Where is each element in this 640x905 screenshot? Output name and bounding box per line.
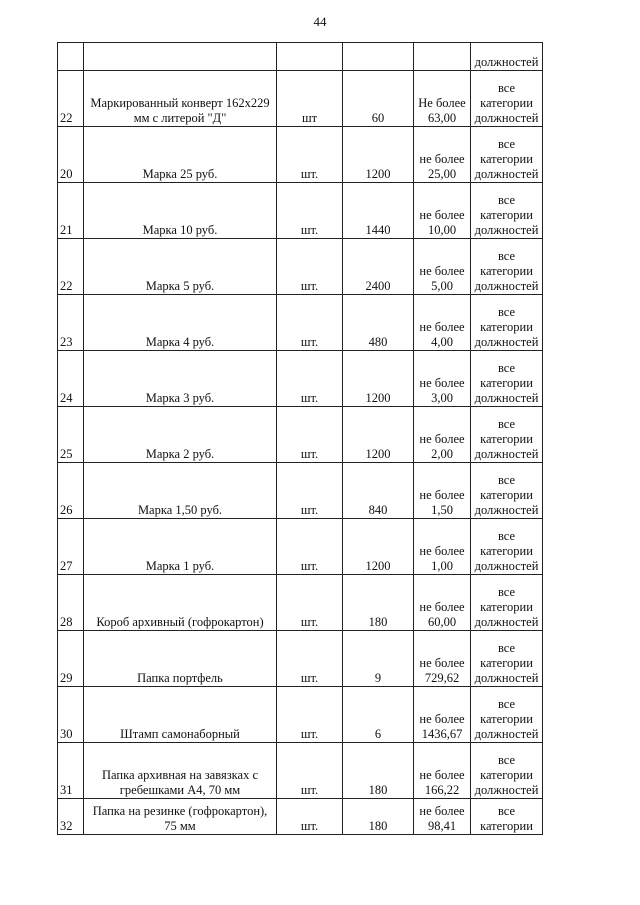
cell-unit: шт.	[277, 575, 343, 631]
cell-qty: 6	[343, 687, 414, 743]
category-line-3: должностей	[474, 559, 539, 573]
cell-price	[414, 43, 471, 71]
price-line-1: Не более	[418, 96, 466, 110]
category-line-1: все	[497, 585, 516, 599]
category-line-1: все	[497, 641, 516, 655]
category-line-3: должностей	[474, 615, 539, 629]
category-line-1: все	[497, 193, 516, 207]
price-line-1: не более	[419, 152, 465, 166]
category-line-2: категории	[480, 376, 533, 390]
category-line-1: все	[497, 473, 516, 487]
table-row	[58, 575, 543, 631]
cell-price	[414, 295, 471, 351]
category-line-1: все	[497, 417, 516, 431]
supplies-table	[57, 42, 543, 835]
price-line-1: не более	[419, 376, 465, 390]
cell-name	[84, 239, 277, 295]
cell-price	[414, 743, 471, 799]
cell-num: 26	[58, 463, 84, 519]
price-line-1: не более	[419, 320, 465, 334]
price-line-1: не более	[419, 600, 465, 614]
cell-category	[471, 743, 543, 799]
cell-name	[84, 351, 277, 407]
cell-category	[471, 687, 543, 743]
cell-name	[84, 687, 277, 743]
cell-num	[58, 43, 84, 71]
name-line-1: Папка портфель	[137, 671, 223, 685]
cell-unit: шт.	[277, 463, 343, 519]
cell-name	[84, 519, 277, 575]
price-line-2: 3,00	[431, 391, 453, 405]
category-line-2: категории	[480, 600, 533, 614]
price-line-2: 63,00	[427, 111, 457, 125]
cell-name	[84, 43, 277, 71]
cell-category	[471, 575, 543, 631]
table-row	[58, 519, 543, 575]
cell-qty: 1200	[343, 351, 414, 407]
cell-num: 22	[58, 239, 84, 295]
name-line-1: Марка 5 руб.	[145, 279, 215, 293]
cell-name	[84, 743, 277, 799]
name-line-1: Маркированный конверт 162х229	[90, 96, 270, 110]
name-line-1: Марка 25 руб.	[142, 167, 218, 181]
table-row	[58, 183, 543, 239]
price-line-2: 4,00	[431, 335, 453, 349]
cell-name	[84, 127, 277, 183]
category-line-2: категории	[480, 264, 533, 278]
cell-unit: шт	[277, 71, 343, 127]
cell-price	[414, 519, 471, 575]
cell-num: 23	[58, 295, 84, 351]
price-line-2: 729,62	[424, 671, 460, 685]
category-line-2: категории	[480, 432, 533, 446]
category-line-1: все	[497, 305, 516, 319]
category-line-2: категории	[480, 544, 533, 558]
cell-price	[414, 575, 471, 631]
price-line-1: не более	[419, 544, 465, 558]
cell-name	[84, 463, 277, 519]
name-line-2: гребешками А4, 70 мм	[119, 783, 241, 797]
table-row	[58, 743, 543, 799]
cell-category	[471, 239, 543, 295]
name-line-1: Марка 1 руб.	[145, 559, 215, 573]
price-line-2: 2,00	[431, 447, 453, 461]
cell-category: должностей	[471, 43, 543, 71]
name-line-1: Папка архивная на завязках с	[101, 768, 259, 782]
cell-num: 27	[58, 519, 84, 575]
cell-category	[471, 463, 543, 519]
cell-num: 22	[58, 71, 84, 127]
category-line-2: категории	[480, 208, 533, 222]
price-line-2: 98,41	[427, 819, 457, 833]
cell-category	[471, 127, 543, 183]
table-row	[58, 71, 543, 127]
cell-qty: 1440	[343, 183, 414, 239]
price-line-2: 10,00	[427, 223, 457, 237]
cell-unit: шт.	[277, 631, 343, 687]
cell-unit: шт.	[277, 183, 343, 239]
category-line-1: все	[497, 137, 516, 151]
name-line-1: Марка 4 руб.	[145, 335, 215, 349]
category-line-1: все	[497, 804, 516, 818]
page-number: 44	[313, 14, 327, 29]
cell-price	[414, 799, 471, 835]
table-row	[58, 239, 543, 295]
category-line-2: категории	[480, 768, 533, 782]
cell-category	[471, 631, 543, 687]
cell-category	[471, 183, 543, 239]
price-line-2: 166,22	[424, 783, 460, 797]
category-line-3: должностей	[474, 447, 539, 461]
cell-unit: шт.	[277, 743, 343, 799]
cell-num: 24	[58, 351, 84, 407]
cell-name	[84, 407, 277, 463]
price-line-1: не более	[419, 208, 465, 222]
name-line-1: Короб архивный (гофрокартон)	[96, 615, 264, 629]
category-line-3: должностей	[474, 223, 539, 237]
price-line-2: 5,00	[431, 279, 453, 293]
category-line-2: категории	[480, 712, 533, 726]
name-line-1: Марка 10 руб.	[142, 223, 218, 237]
category-line-1: все	[497, 753, 516, 767]
category-line-1: все	[497, 697, 516, 711]
cell-price	[414, 239, 471, 295]
cell-num: 28	[58, 575, 84, 631]
cell-qty: 9	[343, 631, 414, 687]
name-line-1: Марка 1,50 руб.	[137, 503, 223, 517]
category-line-2: категории	[480, 320, 533, 334]
price-line-2: 60,00	[427, 615, 457, 629]
cell-price	[414, 183, 471, 239]
cell-unit: шт.	[277, 351, 343, 407]
price-line-1: не более	[419, 768, 465, 782]
cell-price	[414, 407, 471, 463]
name-line-1: Марка 2 руб.	[145, 447, 215, 461]
cell-num: 31	[58, 743, 84, 799]
category-line-3: должностей	[474, 727, 539, 741]
table-row	[58, 127, 543, 183]
table-row	[58, 799, 543, 835]
cell-name	[84, 631, 277, 687]
cell-category	[471, 71, 543, 127]
cell-num: 29	[58, 631, 84, 687]
cell-category	[471, 519, 543, 575]
price-line-2: 25,00	[427, 167, 457, 181]
cell-num: 30	[58, 687, 84, 743]
category-line-3: должностей	[474, 167, 539, 181]
cell-unit: шт.	[277, 295, 343, 351]
category-line-3: должностей	[474, 783, 539, 797]
cell-price	[414, 71, 471, 127]
category-line-3: должностей	[474, 391, 539, 405]
cell-num: 21	[58, 183, 84, 239]
table-row-continuation	[58, 43, 543, 71]
cell-num: 20	[58, 127, 84, 183]
cell-unit: шт.	[277, 407, 343, 463]
cell-name	[84, 575, 277, 631]
category-line-1: все	[497, 529, 516, 543]
table-row	[58, 631, 543, 687]
category-line-1: все	[497, 249, 516, 263]
cell-num: 32	[58, 799, 84, 835]
cell-price	[414, 463, 471, 519]
cell-price	[414, 687, 471, 743]
cell-unit: шт.	[277, 519, 343, 575]
cell-price	[414, 631, 471, 687]
price-line-2: 1,50	[431, 503, 453, 517]
table-row	[58, 351, 543, 407]
cell-qty: 180	[343, 575, 414, 631]
cell-name	[84, 799, 277, 835]
price-line-1: не более	[419, 656, 465, 670]
cell-unit: шт.	[277, 239, 343, 295]
cell-category	[471, 799, 543, 835]
name-line-1: Папка на резинке (гофрокартон),	[92, 804, 268, 818]
cell-price	[414, 127, 471, 183]
cell-category	[471, 295, 543, 351]
cell-qty: 60	[343, 71, 414, 127]
cell-unit: шт.	[277, 799, 343, 835]
price-line-2: 1436,67	[421, 727, 463, 741]
category-line-2: категории	[480, 96, 533, 110]
cell-qty: 840	[343, 463, 414, 519]
cell-qty: 2400	[343, 239, 414, 295]
category-line-3: должностей	[474, 111, 539, 125]
cell-qty	[343, 43, 414, 71]
category-line-3: должностей	[474, 671, 539, 685]
price-line-1: не более	[419, 488, 465, 502]
cell-qty: 1200	[343, 519, 414, 575]
name-line-2: 75 мм	[164, 819, 196, 833]
price-line-2: 1,00	[431, 559, 453, 573]
table-row	[58, 687, 543, 743]
cell-qty: 180	[343, 743, 414, 799]
price-line-1: не более	[419, 432, 465, 446]
name-line-1: Штамп самонаборный	[120, 727, 240, 741]
cell-unit: шт.	[277, 127, 343, 183]
cell-category	[471, 407, 543, 463]
cell-price	[414, 351, 471, 407]
cell-name	[84, 183, 277, 239]
category-line-2: категории	[480, 656, 533, 670]
price-line-1: не более	[419, 804, 465, 818]
name-line-2: мм с литерой "Д"	[133, 111, 227, 125]
cell-num: 25	[58, 407, 84, 463]
category-line-3: должностей	[474, 335, 539, 349]
cell-qty: 1200	[343, 407, 414, 463]
category-line-2: категории	[480, 819, 533, 833]
category-line-3: должностей	[474, 279, 539, 293]
cell-qty: 180	[343, 799, 414, 835]
price-line-1: не более	[419, 264, 465, 278]
table-row	[58, 463, 543, 519]
table-row	[58, 295, 543, 351]
price-line-1: не более	[419, 712, 465, 726]
cell-unit	[277, 43, 343, 71]
category-line-1: все	[497, 81, 516, 95]
category-line-3: должностей	[474, 503, 539, 517]
cell-name	[84, 295, 277, 351]
name-line-1: Марка 3 руб.	[145, 391, 215, 405]
cell-name	[84, 71, 277, 127]
cell-category	[471, 351, 543, 407]
cell-qty: 1200	[343, 127, 414, 183]
category-line-1: все	[497, 361, 516, 375]
cell-qty: 480	[343, 295, 414, 351]
table-row	[58, 407, 543, 463]
cell-unit: шт.	[277, 687, 343, 743]
category-line-2: категории	[480, 488, 533, 502]
category-line-2: категории	[480, 152, 533, 166]
